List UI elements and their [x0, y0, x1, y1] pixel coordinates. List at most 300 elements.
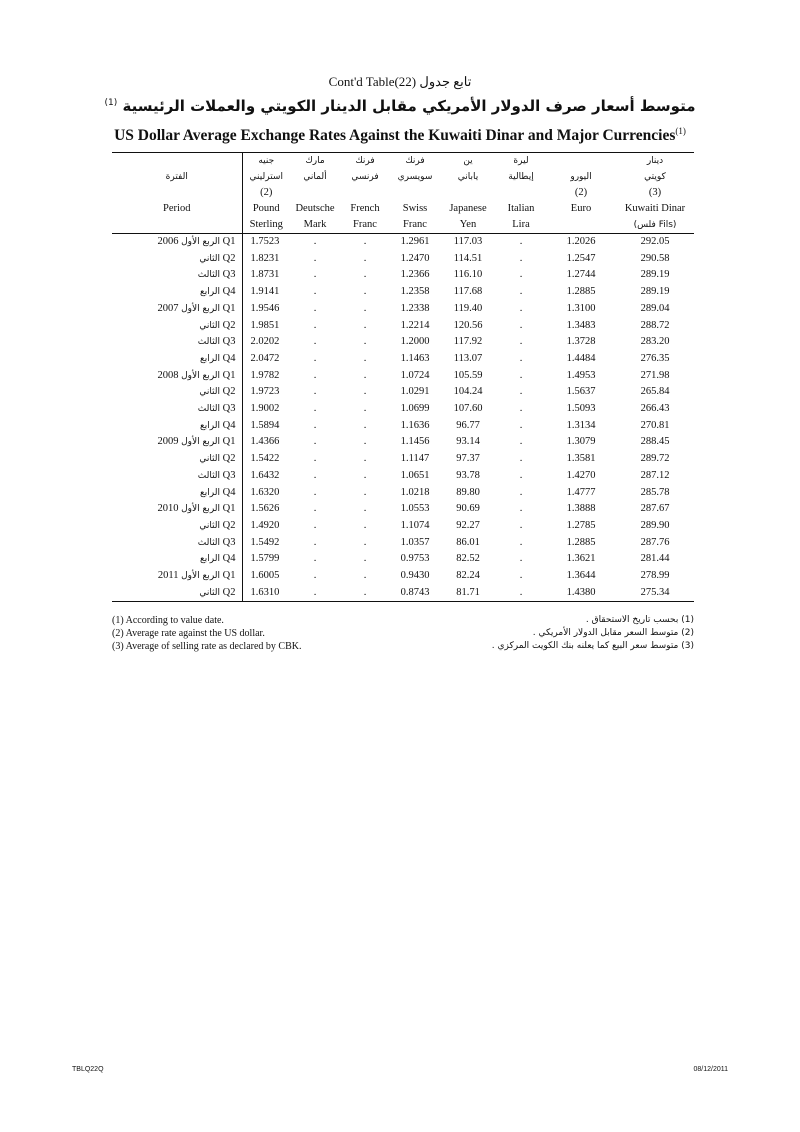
rate-cell-jpy: 113.07 — [453, 352, 483, 364]
rate-cell-kwd: 271.98 — [640, 369, 670, 381]
rate-cell-eur: 1.3644 — [566, 570, 596, 582]
period-arabic: الربع الأول — [181, 571, 221, 582]
rate-cell-itl: . — [519, 236, 523, 247]
rate-cell-jpy: 81.71 — [440, 585, 496, 602]
rate-cell-jpy: 117.03 — [453, 236, 483, 247]
period-arabic: الرابع — [200, 554, 221, 565]
column-header-en1: Euro — [570, 203, 592, 214]
footnote-en-1: (1) According to value date. — [112, 615, 224, 626]
column-header-0 — [112, 153, 242, 234]
rate-cell-chf: 1.2470 — [400, 252, 430, 264]
rate-cell-gbp: 2.0202 — [242, 334, 290, 351]
rate-cell-frf: . — [363, 336, 367, 348]
rate-cell-kwd: 281.44 — [640, 553, 670, 565]
rate-cell-frf: . — [363, 453, 367, 465]
column-header-ar2: استرليني — [249, 172, 283, 182]
rate-cell-chf: 0.9753 — [400, 553, 430, 565]
rate-cell-kwd: 289.04 — [640, 302, 670, 314]
period-quarter: Q3 — [222, 269, 236, 281]
rate-cell-dem: . — [313, 519, 317, 531]
rate-cell-eur: 1.3581 — [566, 453, 596, 465]
rate-cell-gbp: 1.6310 — [242, 585, 290, 602]
period-arabic: الثالث — [197, 537, 221, 548]
column-header-ar2: كويتي — [644, 172, 666, 182]
rate-cell-kwd: 278.99 — [640, 570, 670, 582]
table-row — [112, 518, 694, 535]
period-quarter: Q4 — [222, 352, 236, 364]
column-header-ar2: ياباني — [457, 172, 479, 182]
table-row — [112, 568, 694, 585]
rate-cell-dem: . — [313, 486, 317, 498]
rate-cell-frf: . — [363, 570, 367, 582]
period-arabic: الرابع — [200, 487, 221, 498]
column-header-ar1 — [549, 153, 613, 169]
table-row — [112, 585, 694, 602]
period-quarter: Q1 — [222, 436, 236, 448]
table-row — [112, 234, 694, 251]
rate-cell-eur: 1.2026 — [566, 236, 596, 247]
period-cell — [112, 551, 242, 568]
rate-cell-eur: 1.3100 — [566, 302, 596, 314]
period-cell — [112, 568, 242, 585]
table-row — [112, 451, 694, 468]
rate-cell-gbp: 1.9546 — [242, 301, 290, 318]
rate-cell-chf: 1.0724 — [400, 369, 430, 381]
rate-cell-gbp: 1.9723 — [242, 384, 290, 401]
period-cell — [112, 518, 242, 535]
rate-cell-dem: . — [313, 469, 317, 481]
rate-cell-kwd: 288.45 — [640, 436, 670, 448]
period-arabic: الرابع — [200, 420, 221, 431]
rate-cell-frf: . — [363, 469, 367, 481]
period-arabic: الربع الأول — [181, 437, 221, 448]
rate-cell-itl: . — [519, 453, 523, 465]
column-header-en1: Swiss — [402, 203, 428, 214]
rate-cell-dem: . — [313, 536, 317, 548]
column-header-ar2: اليورو — [570, 172, 592, 182]
rate-cell-jpy: 119.40 — [453, 302, 483, 314]
rate-cell-itl: . — [519, 269, 523, 281]
rate-cell-dem: . — [290, 585, 340, 602]
column-header-7 — [546, 153, 616, 234]
period-arabic: الثاني — [199, 587, 221, 598]
rate-cell-kwd: 270.81 — [640, 419, 670, 431]
rate-cell-dem: . — [313, 336, 317, 348]
rate-cell-frf: . — [363, 302, 367, 314]
column-header-en1: Pound — [252, 203, 280, 214]
period-quarter: Q4 — [222, 486, 236, 498]
rate-cell-chf: 1.2214 — [400, 319, 430, 331]
rate-cell-chf: 1.1636 — [400, 419, 430, 431]
arabic-title-note: (1) — [104, 98, 118, 108]
rate-cell-eur: 1.3621 — [566, 553, 596, 565]
rate-cell-jpy: 116.10 — [453, 269, 483, 281]
table-row — [112, 368, 694, 385]
rate-cell-kwd: 289.90 — [640, 519, 670, 531]
rate-cell-eur: 1.2547 — [566, 252, 596, 264]
rate-cell-itl: . — [519, 419, 523, 431]
period-arabic: الربع الأول — [181, 303, 221, 314]
column-header-ar1: دينار — [646, 156, 664, 166]
rate-cell-eur: 1.4484 — [566, 352, 596, 364]
rate-cell-gbp: 1.9851 — [242, 318, 290, 335]
rate-cell-itl: . — [519, 336, 523, 348]
column-header-ar1: ين — [463, 156, 473, 166]
table-row — [112, 351, 694, 368]
period-cell — [112, 501, 242, 518]
period-arabic: الثالث — [197, 270, 221, 281]
rate-cell-itl: . — [519, 286, 523, 298]
footer-date: 08/12/2011 — [693, 1066, 728, 1073]
period-year: 2007 — [157, 302, 179, 314]
rate-cell-frf: . — [363, 436, 367, 448]
rate-cell-eur: 1.3079 — [566, 436, 596, 448]
rate-cell-jpy: 82.52 — [456, 553, 480, 565]
column-header-5 — [440, 153, 496, 234]
rate-cell-dem: . — [313, 419, 317, 431]
rate-cell-kwd: 289.19 — [640, 286, 670, 298]
rate-cell-itl: . — [519, 319, 523, 331]
rate-cell-frf: . — [363, 352, 367, 364]
period-cell — [112, 485, 242, 502]
period-cell — [112, 384, 242, 401]
rate-cell-jpy: 86.01 — [456, 536, 480, 548]
column-header-note — [343, 185, 387, 201]
table-row — [112, 535, 694, 552]
period-arabic: الربع الأول — [181, 504, 221, 515]
rate-cell-dem: . — [313, 269, 317, 281]
rate-cell-gbp: 2.0472 — [242, 351, 290, 368]
rate-cell-kwd: 265.84 — [640, 386, 670, 398]
period-quarter: Q1 — [222, 302, 236, 314]
arabic-title — [0, 97, 800, 115]
period-quarter: Q1 — [222, 236, 236, 247]
rate-cell-gbp: 1.6005 — [242, 568, 290, 585]
rate-cell-frf: . — [363, 503, 367, 515]
column-header-en2: (فلس Fils) — [633, 220, 677, 230]
column-header-en2 — [549, 217, 613, 233]
rate-cell-itl: . — [519, 302, 523, 314]
rate-cell-itl: . — [519, 352, 523, 364]
rate-cell-kwd: 266.43 — [640, 403, 670, 415]
period-arabic: الربع الأول — [181, 237, 221, 247]
rate-cell-itl: . — [519, 536, 523, 548]
rate-cell-frf: . — [363, 403, 367, 415]
footnotes-arabic — [492, 614, 694, 653]
rate-cell-chf: 1.0699 — [400, 403, 430, 415]
column-header-note — [499, 185, 543, 201]
period-arabic: الرابع — [200, 353, 221, 364]
rate-cell-chf: 1.1074 — [400, 519, 430, 531]
rate-cell-frf: . — [363, 286, 367, 298]
period-quarter: Q2 — [222, 453, 236, 465]
period-year: 2010 — [157, 503, 179, 515]
table-row — [112, 434, 694, 451]
rate-cell-frf: . — [363, 269, 367, 281]
period-year: 2006 — [157, 236, 179, 247]
column-header-note: (3) — [648, 187, 662, 198]
rate-cell-eur: 1.5637 — [566, 386, 596, 398]
period-cell — [112, 535, 242, 552]
period-quarter: Q2 — [222, 386, 236, 398]
rate-cell-itl: . — [519, 469, 523, 481]
rate-cell-eur: 1.4953 — [566, 369, 596, 381]
rate-cell-frf: . — [363, 252, 367, 264]
period-arabic: الثاني — [199, 520, 221, 531]
table-row — [112, 334, 694, 351]
rate-cell-eur: 1.2885 — [566, 286, 596, 298]
period-cell — [112, 301, 242, 318]
rate-cell-jpy: 120.56 — [453, 319, 483, 331]
table-row — [112, 468, 694, 485]
column-header-note — [393, 185, 437, 201]
rate-cell-itl: . — [519, 403, 523, 415]
rate-cell-dem: . — [313, 503, 317, 515]
period-arabic: الثاني — [199, 387, 221, 398]
rate-cell-gbp: 1.5626 — [242, 501, 290, 518]
footnote-ar-3: (3) متوسط سعر البيع كما يعلنه بنك الكويت المركزي . — [491, 641, 694, 651]
rate-cell-kwd: 292.05 — [640, 236, 670, 247]
rate-cell-gbp: 1.7523 — [242, 234, 290, 251]
rate-cell-chf: 1.0651 — [400, 469, 430, 481]
footnote-ar-2: (2) متوسط السعر مقابل الدولار الأمريكي . — [532, 628, 694, 638]
rate-cell-gbp: 1.9002 — [242, 401, 290, 418]
rate-cell-kwd: 290.58 — [640, 252, 670, 264]
rate-cell-itl: . — [519, 486, 523, 498]
rate-cell-dem: . — [313, 369, 317, 381]
period-arabic: الثاني — [199, 320, 221, 331]
header-row — [112, 153, 694, 234]
rate-cell-jpy: 117.68 — [453, 286, 483, 298]
table-row — [112, 301, 694, 318]
rate-cell-gbp: 1.8731 — [242, 267, 290, 284]
period-quarter: Q2 — [222, 319, 236, 331]
rate-cell-kwd: 285.78 — [640, 486, 670, 498]
column-header-note — [115, 185, 239, 201]
period-cell — [112, 401, 242, 418]
column-header-3 — [340, 153, 390, 234]
rate-cell-chf: 0.8743 — [390, 585, 440, 602]
rate-cell-dem: . — [313, 453, 317, 465]
rate-cell-jpy: 104.24 — [453, 386, 483, 398]
column-header-en2: Yen — [459, 219, 477, 230]
period-quarter: Q2 — [222, 519, 236, 531]
rate-cell-eur: 1.3134 — [566, 419, 596, 431]
column-header-ar1: ليرة — [513, 156, 529, 166]
rate-cell-itl: . — [519, 436, 523, 448]
rate-cell-gbp: 1.5894 — [242, 418, 290, 435]
table-row — [112, 251, 694, 268]
rate-cell-jpy: 92.27 — [456, 519, 480, 531]
rate-cell-eur: 1.5093 — [566, 403, 596, 415]
period-cell — [112, 368, 242, 385]
rate-cell-jpy: 90.69 — [456, 503, 480, 515]
rate-cell-kwd: 288.72 — [640, 319, 670, 331]
period-cell — [112, 418, 242, 435]
rate-cell-gbp: 1.5422 — [242, 451, 290, 468]
period-arabic: الرابع — [200, 287, 221, 298]
rate-cell-frf: . — [363, 236, 367, 247]
rate-cell-gbp: 1.5799 — [242, 551, 290, 568]
footnote-ar-1: (1) بحسب تاريخ الاستحقاق . — [585, 615, 694, 625]
period-year: 2008 — [157, 369, 179, 381]
rate-cell-eur: 1.4777 — [566, 486, 596, 498]
rate-cell-kwd: 289.72 — [640, 453, 670, 465]
rate-cell-eur: 1.2744 — [566, 269, 596, 281]
rate-cell-jpy: 96.77 — [456, 419, 480, 431]
rate-cell-itl: . — [519, 252, 523, 264]
rate-cell-eur: 1.2885 — [566, 536, 596, 548]
column-header-ar2: الفترة — [165, 172, 188, 182]
footer-code: TBLQ22Q — [72, 1066, 104, 1073]
rate-cell-dem: . — [313, 553, 317, 565]
period-quarter: Q3 — [222, 536, 236, 548]
period-arabic: الثاني — [199, 253, 221, 264]
rate-cell-gbp: 1.8231 — [242, 251, 290, 268]
rate-cell-eur: 1.4380 — [546, 585, 616, 602]
period-cell — [112, 434, 242, 451]
rate-cell-jpy: 105.59 — [453, 369, 483, 381]
period-year: 2009 — [157, 436, 179, 448]
rate-cell-chf: 1.0357 — [400, 536, 430, 548]
rate-cell-eur: 1.3728 — [566, 336, 596, 348]
table-row — [112, 284, 694, 301]
rate-cell-itl: . — [519, 386, 523, 398]
period-quarter: Q3 — [222, 336, 236, 348]
column-header-ar1: مارك — [305, 156, 325, 166]
period-arabic: الثاني — [199, 454, 221, 465]
period-cell — [112, 251, 242, 268]
rate-cell-chf: 1.2000 — [400, 336, 430, 348]
period-quarter: Q4 — [222, 419, 236, 431]
rate-cell-itl: . — [519, 570, 523, 582]
rate-cell-kwd: 287.76 — [640, 536, 670, 548]
column-header-note — [443, 185, 493, 201]
period-cell — [112, 318, 242, 335]
rate-cell-chf: 1.2961 — [400, 236, 430, 247]
rate-cell-frf: . — [363, 486, 367, 498]
period-year: 2011 — [157, 570, 179, 582]
table-row — [112, 551, 694, 568]
exchange-rates-table — [112, 152, 694, 602]
rate-cell-itl: . — [519, 519, 523, 531]
rate-cell-frf: . — [363, 386, 367, 398]
column-header-en1: Period — [163, 203, 191, 214]
rate-cell-kwd: 275.34 — [616, 585, 694, 602]
rate-cell-gbp: 1.9782 — [242, 368, 290, 385]
column-header-6 — [496, 153, 546, 234]
column-header-note: (2) — [574, 187, 588, 198]
arabic-title-text: متوسط أسعار صرف الدولار الأمريكي مقابل الدينار الكويتي والعملات الرئيسية — [122, 97, 696, 115]
column-header-4 — [390, 153, 440, 234]
rate-cell-chf: 1.0291 — [400, 386, 430, 398]
rate-cell-itl: . — [519, 553, 523, 565]
column-header-en2: Lira — [512, 219, 530, 230]
period-quarter: Q1 — [222, 503, 236, 515]
rate-cell-dem: . — [313, 286, 317, 298]
period-cell — [112, 234, 242, 251]
column-header-note — [293, 185, 337, 201]
rate-cell-frf: . — [363, 319, 367, 331]
rate-cell-kwd: 283.20 — [640, 336, 670, 348]
column-header-note: (2) — [260, 187, 273, 198]
rate-cell-eur: 1.3888 — [566, 503, 596, 515]
table-row — [112, 485, 694, 502]
period-cell — [112, 468, 242, 485]
rate-cell-frf: . — [363, 369, 367, 381]
rate-cell-frf: . — [340, 585, 390, 602]
rate-cell-kwd: 289.19 — [640, 269, 670, 281]
rate-cell-gbp: 1.9141 — [242, 284, 290, 301]
footnote-en-2: (2) Average rate against the US dollar. — [112, 628, 265, 639]
period-quarter: Q3 — [222, 469, 236, 481]
rate-cell-itl: . — [519, 369, 523, 381]
english-title — [0, 126, 800, 145]
rate-cell-dem: . — [313, 252, 317, 264]
rate-cell-dem: . — [313, 319, 317, 331]
period-cell — [112, 585, 242, 602]
rate-cell-chf: 1.2338 — [400, 302, 430, 314]
rate-cell-itl: . — [519, 503, 523, 515]
table-row — [112, 318, 694, 335]
column-header-en2 — [115, 217, 239, 233]
rate-cell-chf: 1.1456 — [400, 436, 430, 448]
rate-cell-gbp: 1.4366 — [242, 434, 290, 451]
table-header — [112, 153, 694, 234]
rate-cell-jpy: 89.80 — [456, 486, 480, 498]
rate-cell-kwd: 287.12 — [640, 469, 670, 481]
period-cell — [112, 284, 242, 301]
english-title-text: US Dollar Average Exchange Rates Against the Kuwaiti Dinar and Major Currencies — [114, 127, 676, 145]
rate-cell-chf: 1.1463 — [400, 352, 430, 364]
rate-cell-chf: 1.0218 — [400, 486, 430, 498]
period-cell — [112, 267, 242, 284]
rate-cell-chf: 1.2366 — [400, 269, 430, 281]
column-header-en2: Mark — [303, 219, 327, 230]
rate-cell-chf: 1.2358 — [400, 286, 430, 298]
rate-cell-jpy: 97.37 — [456, 453, 480, 465]
rate-cell-dem: . — [313, 386, 317, 398]
period-quarter: Q1 — [222, 369, 236, 381]
period-quarter: Q1 — [222, 570, 236, 582]
rate-cell-dem: . — [313, 236, 317, 247]
column-header-en2: Sterling — [249, 219, 283, 230]
period-quarter: Q3 — [222, 403, 236, 415]
column-header-en1: Japanese — [449, 203, 487, 214]
period-cell — [112, 351, 242, 368]
rate-cell-jpy: 117.92 — [453, 336, 483, 348]
rate-cell-gbp: 1.5492 — [242, 535, 290, 552]
rate-cell-chf: 1.1147 — [400, 453, 430, 465]
period-arabic: الثالث — [197, 337, 221, 348]
rate-cell-gbp: 1.6432 — [242, 468, 290, 485]
rate-cell-frf: . — [363, 536, 367, 548]
rate-cell-eur: 1.3483 — [566, 319, 596, 331]
period-arabic: الثالث — [197, 470, 221, 481]
rate-cell-eur: 1.4270 — [566, 469, 596, 481]
rate-cell-gbp: 1.4920 — [242, 518, 290, 535]
period-arabic: الربع الأول — [181, 370, 221, 381]
table-row — [112, 501, 694, 518]
rate-cell-dem: . — [313, 352, 317, 364]
rate-cell-jpy: 107.60 — [453, 403, 483, 415]
table-row — [112, 267, 694, 284]
period-quarter: Q2 — [222, 586, 236, 598]
column-header-en2: Franc — [353, 219, 377, 230]
period-quarter: Q4 — [222, 553, 236, 565]
column-header-en1: Italian — [507, 203, 535, 214]
column-header-8 — [616, 153, 694, 234]
